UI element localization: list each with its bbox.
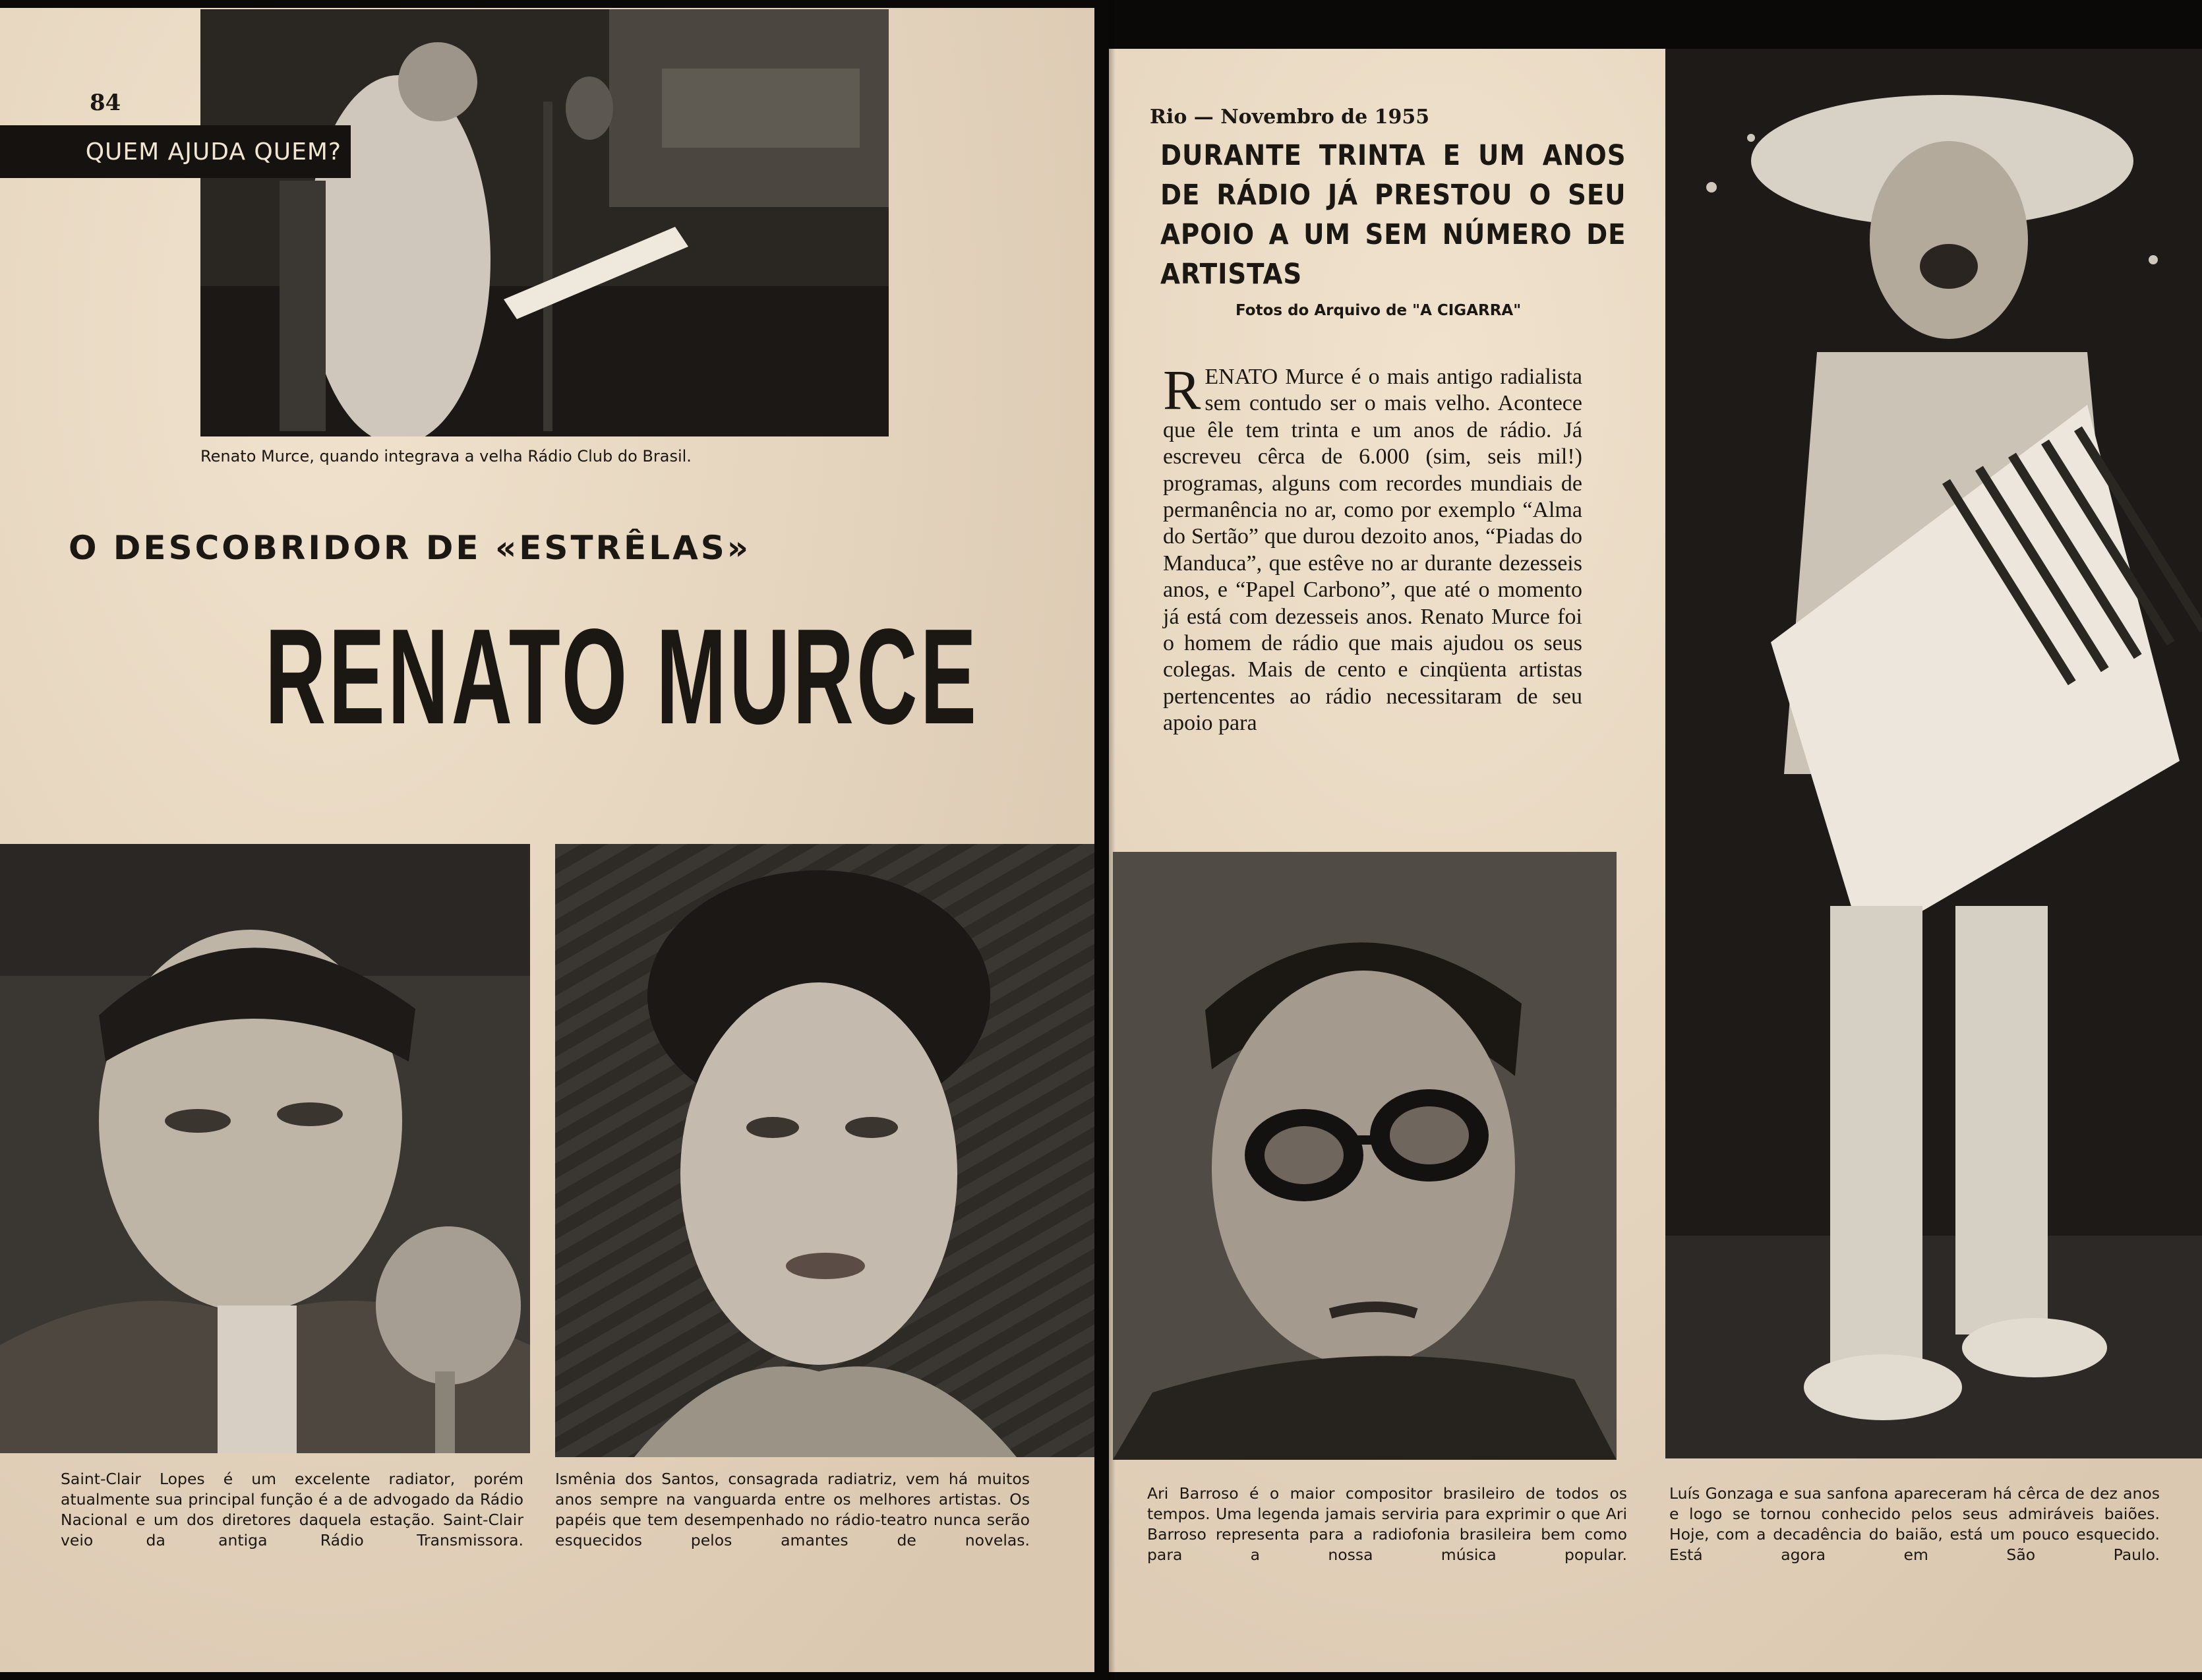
page-number: 84: [90, 90, 121, 116]
top-photo-caption: Renato Murce, quando integrava a velha Rádio Club do Brasil.: [200, 447, 692, 465]
drop-cap: R: [1163, 358, 1201, 421]
photo-saint-clair-lopes: [0, 844, 530, 1453]
caption-ari-barroso: Ari Barroso é o maior compositor brasileiro de todos os tempos. Uma legenda jamais serviria para exprimir o que Ari Barroso representa para a radiofonia brasileira bem como para a nossa música popular.: [1147, 1484, 1627, 1564]
caption-luis-gonzaga: Luís Gonzaga e sua sanfona apareceram há cêrca de dez anos e logo se tornou conhecido pelos seus admiráveis baiões. Hoje, com a decadência do baião, está um pouco esquecido. Está agora em São Paulo.: [1669, 1484, 2160, 1564]
article-body-text: ENATO Murce é o mais antigo radialista sem contudo ser o mais velho. Acontece que êle tem trinta e um anos de rádio. Já escreveu cêrca de 6.000 (sim, seis mil!) programas, alguns com recordes mundiais de permanência no ar, como por exemplo “Alma do Sertão” que durou dezoito anos, “Piadas do Manduca”, que estêve no ar durante dezesseis anos, e “Papel Carbono”, que até o momento já está com dezesseis anos. Renato Murce foi o homem de rádio que mais ajudou os seus colegas. Mais de cento e cinqüenta artistas pertencentes ao rádio necessitaram de seu apoio para: [1163, 365, 1582, 736]
article-subhead: DURANTE TRINTA E UM ANOS DE RÁDIO JÁ PRESTOU O SEU APOIO A UM SEM NÚMERO DE ARTISTAS: [1160, 139, 1626, 291]
photo-ismenia-dos-santos: [555, 844, 1094, 1457]
dateline: Rio — Novembro de 1955: [1150, 105, 1430, 129]
photo-renato-murce-microphone: [200, 9, 889, 436]
photo-ari-barroso: [1113, 852, 1617, 1460]
article-body: [1163, 358, 1582, 737]
section-tag: QUEM AJUDA QUEM?: [0, 125, 351, 178]
caption-saint-clair: Saint-Clair Lopes é um excelente radiator, porém atualmente sua principal função é a de advogado da Rádio Nacional e um dos diretores daquela estação. Saint-Clair veio da antiga Rádio Transmissora.: [61, 1470, 523, 1549]
photo-credit: Fotos do Arquivo de "A CIGARRA": [1235, 302, 1522, 319]
caption-ismenia: Ismênia dos Santos, consagrada radiatriz, vem há muitos anos sempre na vanguarda entre os melhores artistas. Os papéis que tem desempenhado no rádio-teatro nunca serão esquecidos pelos amantes de novelas.: [555, 1470, 1030, 1549]
article-headline: RENATO MURCE: [265, 601, 980, 752]
photo-luis-gonzaga: [1665, 49, 2202, 1458]
article-kicker: O DESCOBRIDOR DE «ESTRÊLAS»: [69, 529, 752, 567]
